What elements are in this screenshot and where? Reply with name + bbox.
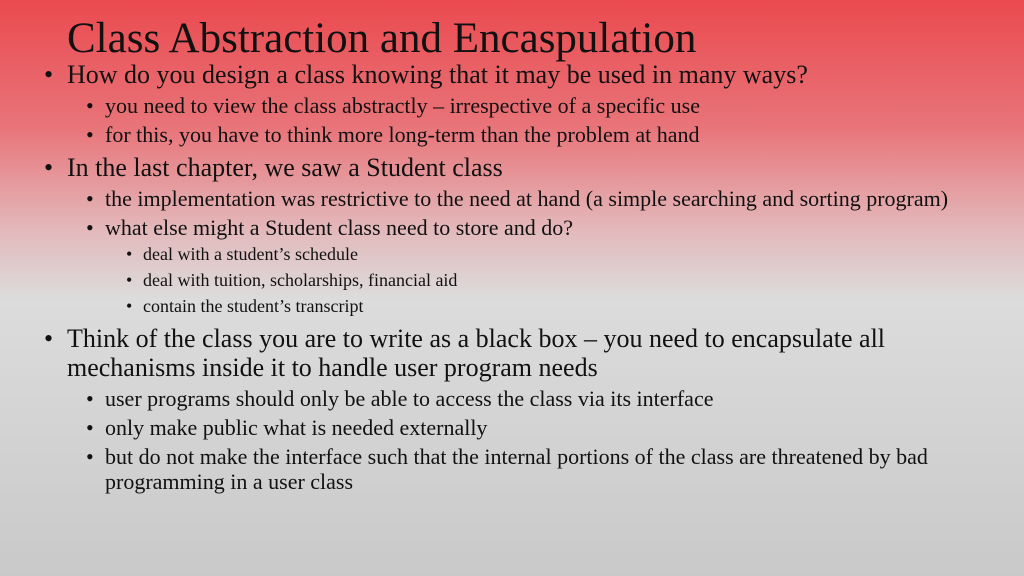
bullet-level1 [44, 153, 994, 182]
bullet-level1 [44, 324, 994, 382]
bullet-level2 [86, 444, 994, 494]
bullet-text: Think of the class you are to write as a black box – you need to encapsulate all mechanisms inside it to handle user program needs [67, 324, 886, 382]
bullet-dot-icon: • [86, 386, 94, 411]
bullet-level1 [44, 60, 994, 89]
bullet-dot-icon: • [126, 270, 133, 290]
bullet-dot-icon: • [86, 186, 94, 211]
bullet-dot-icon: • [86, 122, 94, 147]
bullet-dot-icon: • [44, 324, 54, 353]
bullet-text: In the last chapter, we saw a Student class [67, 153, 503, 182]
bullet-dot-icon: • [126, 296, 133, 316]
bullet-dot-icon: • [86, 215, 94, 240]
bullet-dot-icon: • [44, 60, 54, 89]
bullet-dot-icon: • [126, 244, 133, 264]
bullet-text: How do you design a class knowing that it may be used in many ways? [67, 60, 808, 89]
slide-title: Class Abstraction and Encaspulation [67, 15, 697, 62]
bullet-level2 [86, 93, 994, 118]
bullet-text: the implementation was restrictive to the need at hand (a simple searching and sorting program) [105, 186, 949, 211]
bullet-text: you need to view the class abstractly – irrespective of a specific use [105, 93, 700, 118]
bullet-text: deal with tuition, scholarships, financial aid [143, 270, 458, 290]
bullet-level3 [126, 244, 994, 265]
bullet-level2 [86, 215, 994, 240]
bullet-dot-icon: • [86, 415, 94, 440]
bullet-text: contain the student’s transcript [143, 296, 364, 316]
bullet-dot-icon: • [44, 153, 54, 182]
bullet-dot-icon: • [86, 93, 94, 118]
bullet-text: only make public what is needed externally [105, 415, 488, 440]
bullet-level2 [86, 415, 994, 440]
bullet-list [44, 60, 994, 494]
bullet-text: but do not make the interface such that the internal portions of the class are threatened by bad programming in a user class [105, 444, 928, 494]
bullet-text: for this, you have to think more long-term than the problem at hand [105, 122, 700, 147]
bullet-level2 [86, 386, 994, 411]
bullet-level2 [86, 122, 994, 147]
bullet-text: user programs should only be able to access the class via its interface [105, 386, 714, 411]
bullet-text: deal with a student’s schedule [143, 244, 358, 264]
bullet-level3 [126, 296, 994, 317]
bullet-dot-icon: • [86, 444, 94, 469]
bullet-level3 [126, 270, 994, 291]
bullet-level2 [86, 186, 994, 211]
bullet-text: what else might a Student class need to store and do? [105, 215, 573, 240]
